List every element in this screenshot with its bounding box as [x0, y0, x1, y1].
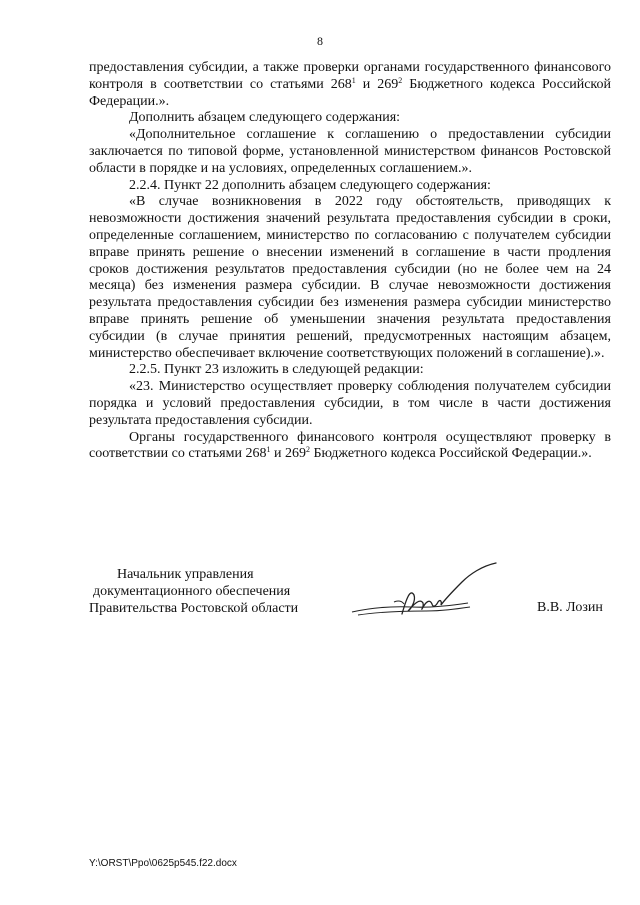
paragraph-1: предоставления субсидии, а также проверки органами государственного финансового контроля в соответствии со статьями $268^1$ и $269^2$ Бюджетного кодекса Российской Федерации.».	[89, 60, 611, 109]
paragraph-4: 2.2.4. Пункт 22 дополнить абзацем следующего содержания:	[129, 177, 491, 193]
paragraph-8: Органы государственного финансового контроля осуществляют проверку в соответствии со статьями $268^1$ и $269^2$ Бюджетного кодекса Российской Федерации.».	[89, 429, 611, 462]
footer-file-path: Y:\ORST\Ppo\0625p545.f22.docx	[89, 858, 237, 869]
signatory-title-line-3: Правительства Ростовской области	[89, 601, 299, 616]
signatory-title-line-2: документационного обеспечения	[93, 584, 291, 599]
handwritten-signature	[350, 562, 500, 624]
paragraph-6: 2.2.5. Пункт 23 изложить в следующей редакции:	[129, 362, 424, 378]
document-body	[89, 60, 611, 463]
signatory-title-line-1: Начальник управления	[117, 567, 254, 582]
paragraph-2: Дополнить абзацем следующего содержания:	[129, 110, 401, 126]
paragraph-7: «23. Министерство осуществляет проверку соблюдения получателем субсидии порядка и условий предоставления субсидии, в том числе в части достижения результата предоставления субсидии.	[89, 379, 611, 428]
signatory-name: В.В. Лозин	[537, 600, 603, 615]
signatory-title	[89, 566, 298, 617]
paragraph-5: «В случае возникновения в 2022 году обстоятельств, приводящих к невозможности достижения значений результата предоставления субсидии в сроки, определенные соглашением, министерство по согласованию с получателем субсидии вправе принять решение о внесении изменений в соглашение в части продления сроков достижения результатов предоставления субсидии (но не более чем на 24 месяца) без изменения размера субсидии. В случае невозможности достижения результата предоставления субсидии без изменения размера субсидии министерство вправе принять решение об уменьшении значения результата предоставления субсидии (в случае принятия решений, предусмотренных настоящим абзацем, министерство обеспечивает включение соответствующих положений в соглашение).».	[89, 194, 611, 361]
paragraph-3: «Дополнительное соглашение к соглашению о предоставлении субсидии заключается по типовой форме, установленной министерством финансов Ростовской области в порядке и на условиях, определенных соглашением.».	[89, 127, 611, 176]
page-number: 8	[317, 34, 323, 48]
